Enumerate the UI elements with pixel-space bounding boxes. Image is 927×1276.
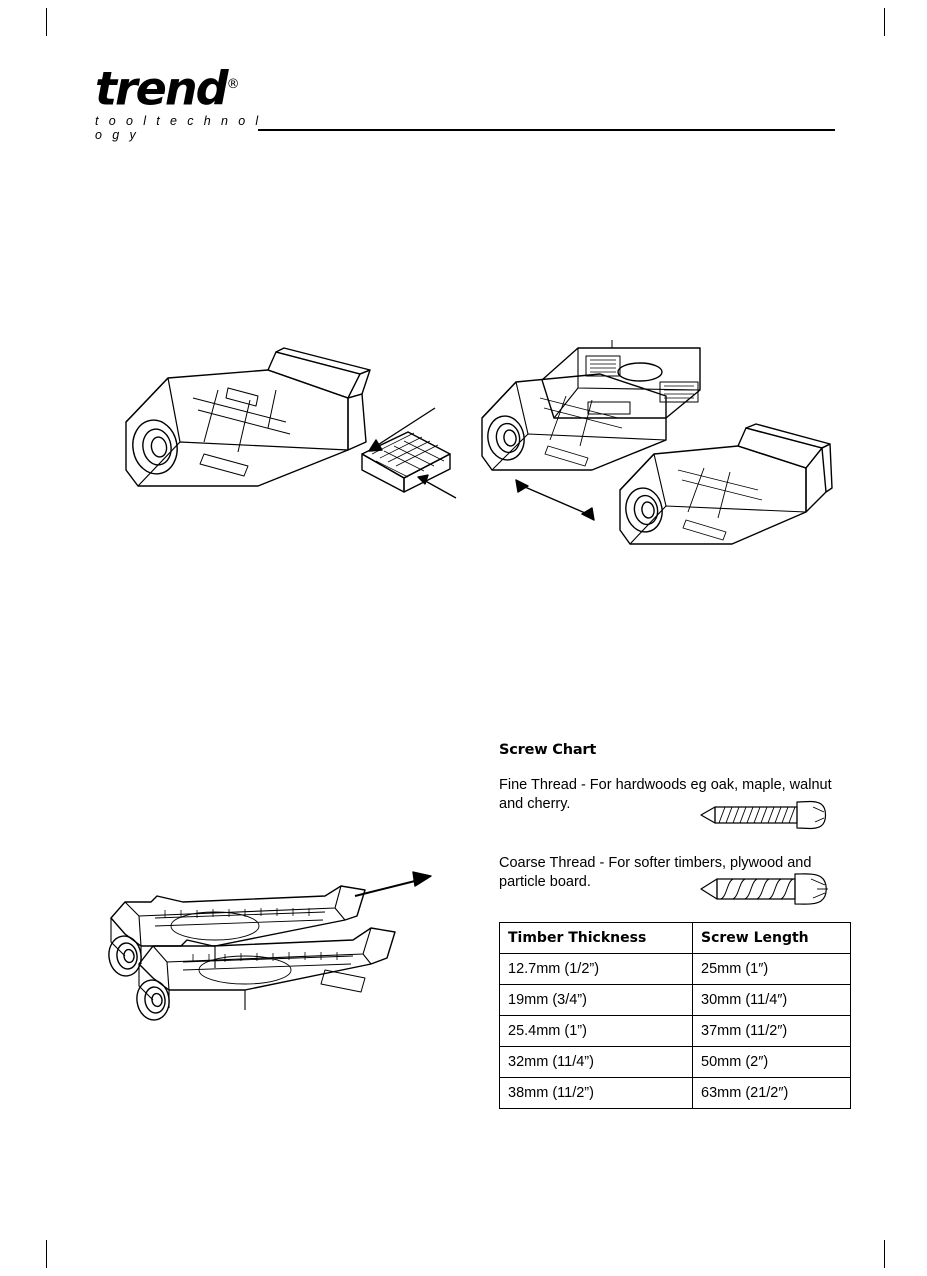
figure-jig-bodies-separating: [95, 860, 435, 1040]
cell-timber-thickness: 38mm (11/2”): [500, 1078, 693, 1109]
table-row: [500, 1016, 851, 1047]
figure-twin-jig-with-spacer-bar: [470, 340, 870, 590]
table-row: [500, 985, 851, 1016]
figure-jig-with-drill-guide-insert: [108, 330, 458, 510]
coarse-thread-text: Coarse Thread - For softer timbers, plywood and particle board.: [499, 855, 812, 890]
brand-logo: [95, 62, 270, 142]
crop-mark-bottom-left: [46, 1240, 47, 1268]
header-divider: [258, 129, 835, 131]
cell-screw-length: 37mm (11/2″): [693, 1016, 851, 1047]
brand-name: trend®: [95, 61, 240, 116]
table-header-row: [500, 923, 851, 954]
cell-timber-thickness: 25.4mm (1”): [500, 1016, 693, 1047]
fine-thread-screw-illustration: [697, 798, 833, 837]
coarse-thread-screw-illustration: [697, 872, 833, 911]
cell-timber-thickness: 12.7mm (1/2”): [500, 954, 693, 985]
crop-mark-top-left: [46, 8, 47, 36]
cell-screw-length: 25mm (1″): [693, 954, 851, 985]
fine-thread-row: [499, 776, 859, 834]
page-header: [95, 62, 835, 142]
cell-screw-length: 63mm (21/2″): [693, 1078, 851, 1109]
column-header-screw-length: Screw Length: [693, 923, 851, 954]
table-row: [500, 1047, 851, 1078]
table-row: [500, 1078, 851, 1109]
cell-timber-thickness: 32mm (11/4”): [500, 1047, 693, 1078]
spacer: [499, 834, 859, 854]
cell-screw-length: 30mm (11/4″): [693, 985, 851, 1016]
column-header-timber-thickness: Timber Thickness: [500, 923, 693, 954]
screw-chart-section: [499, 742, 859, 912]
cell-timber-thickness: 19mm (3/4”): [500, 985, 693, 1016]
screw-chart-title: Screw Chart: [499, 742, 597, 758]
screw-size-table: [499, 922, 851, 1109]
table-row: [500, 954, 851, 985]
coarse-thread-row: [499, 854, 859, 912]
crop-mark-bottom-right: [884, 1240, 885, 1268]
cell-screw-length: 50mm (2″): [693, 1047, 851, 1078]
crop-mark-top-right: [884, 8, 885, 36]
registered-mark: ®: [226, 77, 240, 92]
brand-tagline: t o o l t e c h n o l o g y: [95, 114, 262, 143]
fine-thread-text: Fine Thread - For hardwoods eg oak, maple, walnut and cherry.: [499, 777, 832, 812]
